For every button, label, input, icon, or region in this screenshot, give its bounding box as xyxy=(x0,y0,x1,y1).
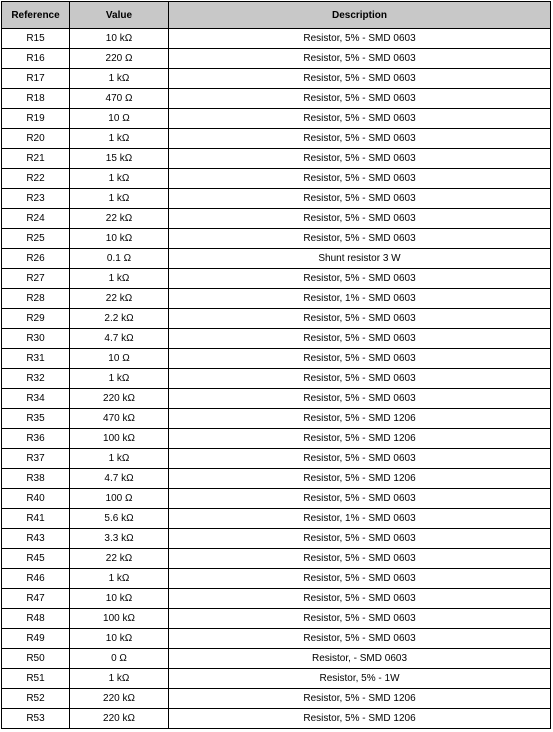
description-cell: Resistor, 5% - SMD 0603 xyxy=(169,549,551,569)
reference-cell: R17 xyxy=(2,69,70,89)
reference-cell: R23 xyxy=(2,189,70,209)
table-row xyxy=(2,629,551,649)
description-cell: Resistor, 5% - SMD 1206 xyxy=(169,469,551,489)
reference-cell: R53 xyxy=(2,709,70,729)
value-cell: 22 kΩ xyxy=(70,549,169,569)
description-cell: Resistor, 5% - SMD 0603 xyxy=(169,149,551,169)
value-cell: 2.2 kΩ xyxy=(70,309,169,329)
table-row xyxy=(2,249,551,269)
value-cell: 10 Ω xyxy=(70,109,169,129)
value-cell: 10 kΩ xyxy=(70,229,169,249)
table-header-row xyxy=(2,2,551,29)
value-cell: 10 kΩ xyxy=(70,29,169,49)
table-row xyxy=(2,229,551,249)
description-cell: Resistor, 5% - SMD 1206 xyxy=(169,689,551,709)
value-cell: 470 kΩ xyxy=(70,409,169,429)
table-row xyxy=(2,109,551,129)
table-row xyxy=(2,469,551,489)
value-cell: 22 kΩ xyxy=(70,289,169,309)
value-cell: 22 kΩ xyxy=(70,209,169,229)
table-row xyxy=(2,549,551,569)
value-cell: 220 kΩ xyxy=(70,709,169,729)
reference-cell: R25 xyxy=(2,229,70,249)
column-header-value: Value xyxy=(70,2,169,29)
value-cell: 1 kΩ xyxy=(70,269,169,289)
table-row xyxy=(2,569,551,589)
value-cell: 100 kΩ xyxy=(70,429,169,449)
table-row xyxy=(2,89,551,109)
reference-cell: R26 xyxy=(2,249,70,269)
reference-cell: R16 xyxy=(2,49,70,69)
column-header-reference: Reference xyxy=(2,2,70,29)
value-cell: 10 kΩ xyxy=(70,629,169,649)
description-cell: Resistor, 5% - SMD 1206 xyxy=(169,429,551,449)
reference-cell: R20 xyxy=(2,129,70,149)
reference-cell: R32 xyxy=(2,369,70,389)
reference-cell: R43 xyxy=(2,529,70,549)
reference-cell: R52 xyxy=(2,689,70,709)
value-cell: 220 Ω xyxy=(70,49,169,69)
reference-cell: R40 xyxy=(2,489,70,509)
value-cell: 1 kΩ xyxy=(70,669,169,689)
reference-cell: R35 xyxy=(2,409,70,429)
table-row xyxy=(2,349,551,369)
table-row xyxy=(2,209,551,229)
value-cell: 1 kΩ xyxy=(70,69,169,89)
table-row xyxy=(2,189,551,209)
reference-cell: R41 xyxy=(2,509,70,529)
description-cell: Shunt resistor 3 W xyxy=(169,249,551,269)
reference-cell: R45 xyxy=(2,549,70,569)
reference-cell: R30 xyxy=(2,329,70,349)
reference-cell: R46 xyxy=(2,569,70,589)
description-cell: Resistor, 5% - SMD 0603 xyxy=(169,489,551,509)
value-cell: 10 kΩ xyxy=(70,589,169,609)
description-cell: Resistor, 5% - SMD 0603 xyxy=(169,569,551,589)
column-header-description: Description xyxy=(169,2,551,29)
description-cell: Resistor, 5% - SMD 0603 xyxy=(169,529,551,549)
table-row xyxy=(2,449,551,469)
value-cell: 1 kΩ xyxy=(70,369,169,389)
description-cell: Resistor, 5% - SMD 0603 xyxy=(169,369,551,389)
table-row xyxy=(2,489,551,509)
value-cell: 4.7 kΩ xyxy=(70,329,169,349)
value-cell: 4.7 kΩ xyxy=(70,469,169,489)
description-cell: Resistor, 5% - SMD 0603 xyxy=(169,609,551,629)
reference-cell: R50 xyxy=(2,649,70,669)
description-cell: Resistor, 5% - SMD 0603 xyxy=(169,69,551,89)
reference-cell: R22 xyxy=(2,169,70,189)
table-row xyxy=(2,709,551,729)
description-cell: Resistor, 5% - SMD 0603 xyxy=(169,389,551,409)
reference-cell: R29 xyxy=(2,309,70,329)
table-row xyxy=(2,329,551,349)
value-cell: 1 kΩ xyxy=(70,569,169,589)
table-row xyxy=(2,529,551,549)
table-row xyxy=(2,69,551,89)
value-cell: 0.1 Ω xyxy=(70,249,169,269)
table-row xyxy=(2,149,551,169)
reference-cell: R27 xyxy=(2,269,70,289)
value-cell: 1 kΩ xyxy=(70,189,169,209)
description-cell: Resistor, 5% - SMD 0603 xyxy=(169,189,551,209)
description-cell: Resistor, 5% - SMD 0603 xyxy=(169,269,551,289)
reference-cell: R49 xyxy=(2,629,70,649)
reference-cell: R47 xyxy=(2,589,70,609)
reference-cell: R28 xyxy=(2,289,70,309)
table-row xyxy=(2,649,551,669)
value-cell: 100 kΩ xyxy=(70,609,169,629)
reference-cell: R37 xyxy=(2,449,70,469)
description-cell: Resistor, - SMD 0603 xyxy=(169,649,551,669)
table-body xyxy=(2,29,551,729)
value-cell: 10 Ω xyxy=(70,349,169,369)
description-cell: Resistor, 5% - SMD 1206 xyxy=(169,709,551,729)
value-cell: 1 kΩ xyxy=(70,449,169,469)
description-cell: Resistor, 1% - SMD 0603 xyxy=(169,509,551,529)
reference-cell: R18 xyxy=(2,89,70,109)
description-cell: Resistor, 5% - SMD 0603 xyxy=(169,49,551,69)
value-cell: 1 kΩ xyxy=(70,129,169,149)
reference-cell: R19 xyxy=(2,109,70,129)
reference-cell: R31 xyxy=(2,349,70,369)
value-cell: 1 kΩ xyxy=(70,169,169,189)
reference-cell: R34 xyxy=(2,389,70,409)
description-cell: Resistor, 5% - SMD 0603 xyxy=(169,349,551,369)
description-cell: Resistor, 5% - SMD 0603 xyxy=(169,109,551,129)
description-cell: Resistor, 5% - SMD 0603 xyxy=(169,169,551,189)
table-row xyxy=(2,609,551,629)
description-cell: Resistor, 5% - SMD 0603 xyxy=(169,589,551,609)
table-row xyxy=(2,389,551,409)
value-cell: 220 kΩ xyxy=(70,389,169,409)
reference-cell: R21 xyxy=(2,149,70,169)
value-cell: 5.6 kΩ xyxy=(70,509,169,529)
reference-cell: R51 xyxy=(2,669,70,689)
table-row xyxy=(2,289,551,309)
table-row xyxy=(2,689,551,709)
reference-cell: R48 xyxy=(2,609,70,629)
table-row xyxy=(2,169,551,189)
description-cell: Resistor, 5% - 1W xyxy=(169,669,551,689)
value-cell: 3.3 kΩ xyxy=(70,529,169,549)
table-row xyxy=(2,49,551,69)
description-cell: Resistor, 5% - SMD 0603 xyxy=(169,329,551,349)
description-cell: Resistor, 5% - SMD 0603 xyxy=(169,89,551,109)
reference-cell: R38 xyxy=(2,469,70,489)
table-row xyxy=(2,509,551,529)
description-cell: Resistor, 5% - SMD 1206 xyxy=(169,409,551,429)
table-row xyxy=(2,269,551,289)
description-cell: Resistor, 5% - SMD 0603 xyxy=(169,449,551,469)
table-row xyxy=(2,669,551,689)
table-row xyxy=(2,129,551,149)
value-cell: 15 kΩ xyxy=(70,149,169,169)
value-cell: 0 Ω xyxy=(70,649,169,669)
table-row xyxy=(2,409,551,429)
reference-cell: R24 xyxy=(2,209,70,229)
description-cell: Resistor, 5% - SMD 0603 xyxy=(169,229,551,249)
description-cell: Resistor, 1% - SMD 0603 xyxy=(169,289,551,309)
table-row xyxy=(2,369,551,389)
table-row xyxy=(2,29,551,49)
description-cell: Resistor, 5% - SMD 0603 xyxy=(169,29,551,49)
value-cell: 470 Ω xyxy=(70,89,169,109)
description-cell: Resistor, 5% - SMD 0603 xyxy=(169,629,551,649)
reference-cell: R15 xyxy=(2,29,70,49)
table-row xyxy=(2,589,551,609)
description-cell: Resistor, 5% - SMD 0603 xyxy=(169,209,551,229)
table-row xyxy=(2,429,551,449)
bill-of-materials-table xyxy=(1,1,551,729)
description-cell: Resistor, 5% - SMD 0603 xyxy=(169,309,551,329)
table-row xyxy=(2,309,551,329)
reference-cell: R36 xyxy=(2,429,70,449)
description-cell: Resistor, 5% - SMD 0603 xyxy=(169,129,551,149)
value-cell: 220 kΩ xyxy=(70,689,169,709)
value-cell: 100 Ω xyxy=(70,489,169,509)
